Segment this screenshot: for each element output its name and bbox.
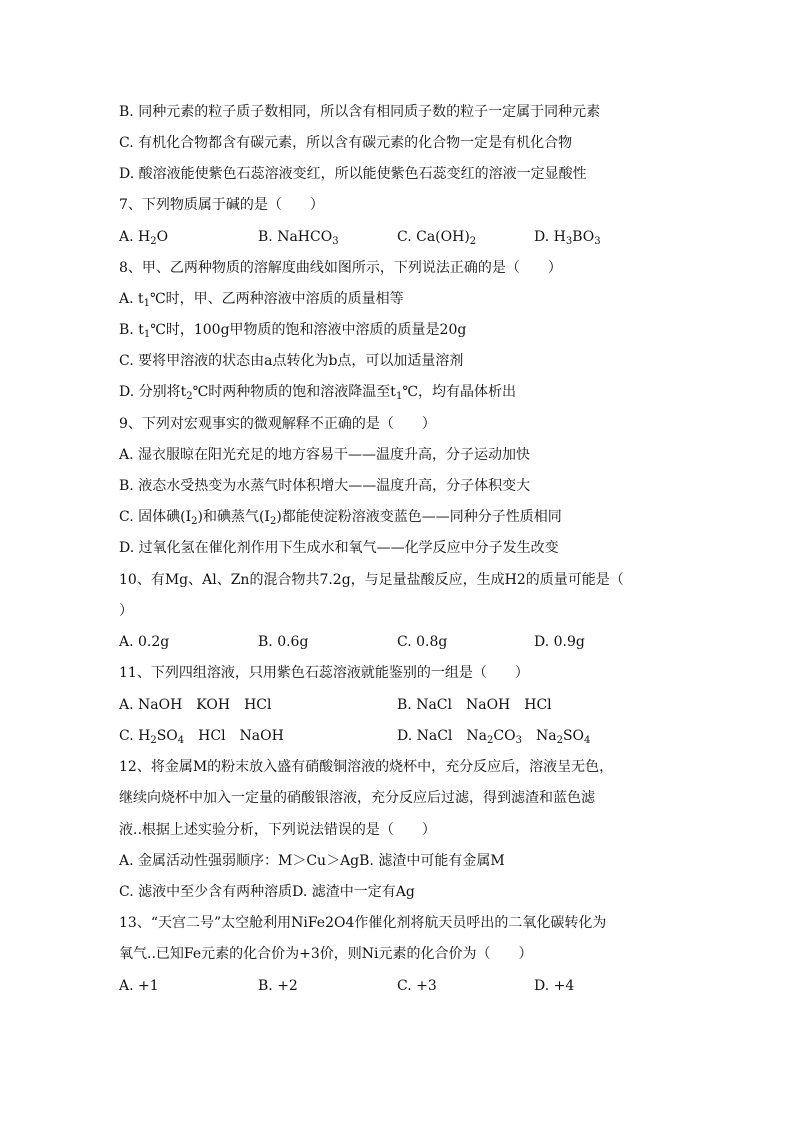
- q12-stem-line3: 液..根据上述实验分析，下列说法错误的是（ ）: [119, 822, 436, 838]
- q11-option-d: D. NaCl $Na_2CO_3$ $Na_2SO_4$: [397, 728, 591, 746]
- q7-option-b: B. NaHCO$_3$: [258, 229, 339, 247]
- q11-option-a: A. NaOH KOH HCl: [119, 697, 272, 713]
- q13-option-c: C. +3: [397, 978, 437, 994]
- q12-options-cd: C. 滤液中至少含有两种溶质D. 滤渣中一定有Ag: [119, 884, 415, 900]
- q10-option-b: B. 0.6g: [258, 634, 309, 650]
- q7-option-d: D. $H_3BO_3$: [534, 229, 601, 247]
- q10-stem-line2: ）: [119, 603, 133, 619]
- q11-option-b: B. NaCl NaOH HCl: [397, 697, 552, 713]
- q9-option-d: D. 过氧化氢在催化剂作用下生成水和氧气——化学反应中分子发生改变: [119, 540, 559, 556]
- q9-option-b: B. 液态水受热变为水蒸气时体积增大——温度升高，分子体积变大: [119, 478, 531, 494]
- q13-stem-line2: 氧气..已知Fe元素的化合价为+3价，则Ni元素的化合价为（ ）: [119, 946, 533, 962]
- q9-stem: 9、下列对宏观事实的微观解释不正确的是（ ）: [119, 416, 436, 432]
- q10-option-c: C. 0.8g: [397, 634, 448, 650]
- q9-option-c: C. 固体碘$(I_2)$和碘蒸气$(I_2)$都能使淀粉溶液变蓝色——同种分子性质相同: [119, 509, 562, 527]
- q10-stem-line1: 10、有Mg、Al、Zn的混合物共7.2g，与足量盐酸反应，生成H2的质量可能是（: [119, 572, 624, 588]
- q13-option-b: B. +2: [258, 978, 298, 994]
- q8-option-d: D. 分别将$t_2℃$时两种物质的饱和溶液降温至$t_1℃$，均有晶体析出: [119, 384, 516, 402]
- q8-option-c: C. 要将甲溶液的状态由a点转化为b点，可以加适量溶剂: [119, 353, 464, 369]
- q11-option-c: C. $H_2SO_4$ HCl NaOH: [119, 728, 284, 746]
- q7-option-a: A. $H_2O$: [119, 229, 169, 247]
- q10-option-d: D. 0.9g: [534, 634, 585, 650]
- q6-option-d: D. 酸溶液能使紫色石蕊溶液变红，所以能使紫色石蕊变红的溶液一定显酸性: [119, 166, 587, 182]
- q10-option-a: A. 0.2g: [119, 634, 170, 650]
- q13-stem-line1: 13、“天宫二号”太空舱利用NiFe2O4作催化剂将航天员呼出的二氧化碳转化为: [119, 915, 607, 931]
- q13-option-a: A. +1: [119, 978, 159, 994]
- q12-options-ab: A. 金属活动性强弱顺序：M＞Cu＞AgB. 滤渣中可能有金属M: [119, 853, 505, 869]
- q12-stem-line1: 12、将金属M的粉末放入盛有硝酸铜溶液的烧杯中，充分反应后，溶液呈无色，: [119, 759, 614, 775]
- q6-option-c: C. 有机化合物都含有碳元素，所以含有碳元素的化合物一定是有机化合物: [119, 135, 573, 151]
- q13-option-d: D. +4: [534, 978, 575, 994]
- q6-option-b: B. 同种元素的粒子质子数相同，所以含有相同质子数的粒子一定属于同种元素: [119, 104, 601, 120]
- q9-option-a: A. 湿衣服晾在阳光充足的地方容易干——温度升高，分子运动加快: [119, 447, 531, 463]
- q8-option-b: B. $t_1℃$时，100g甲物质的饱和溶液中溶质的质量是20g: [119, 322, 467, 340]
- q8-stem: 8、甲、乙两种物质的溶解度曲线如图所示，下列说法正确的是（ ）: [119, 260, 562, 276]
- q11-stem: 11、下列四组溶液，只用紫色石蕊溶液就能鉴别的一组是（ ）: [119, 665, 529, 681]
- q12-stem-line2: 继续向烧杯中加入一定量的硝酸银溶液，充分反应后过滤，得到滤渣和蓝色滤: [119, 790, 595, 806]
- q8-option-a: A. $t_1℃$时，甲、乙两种溶液中溶质的质量相等: [119, 291, 404, 309]
- q7-stem: 7、下列物质属于碱的是（ ）: [119, 197, 324, 213]
- q7-option-c: C. $Ca(OH)_2$: [397, 229, 477, 247]
